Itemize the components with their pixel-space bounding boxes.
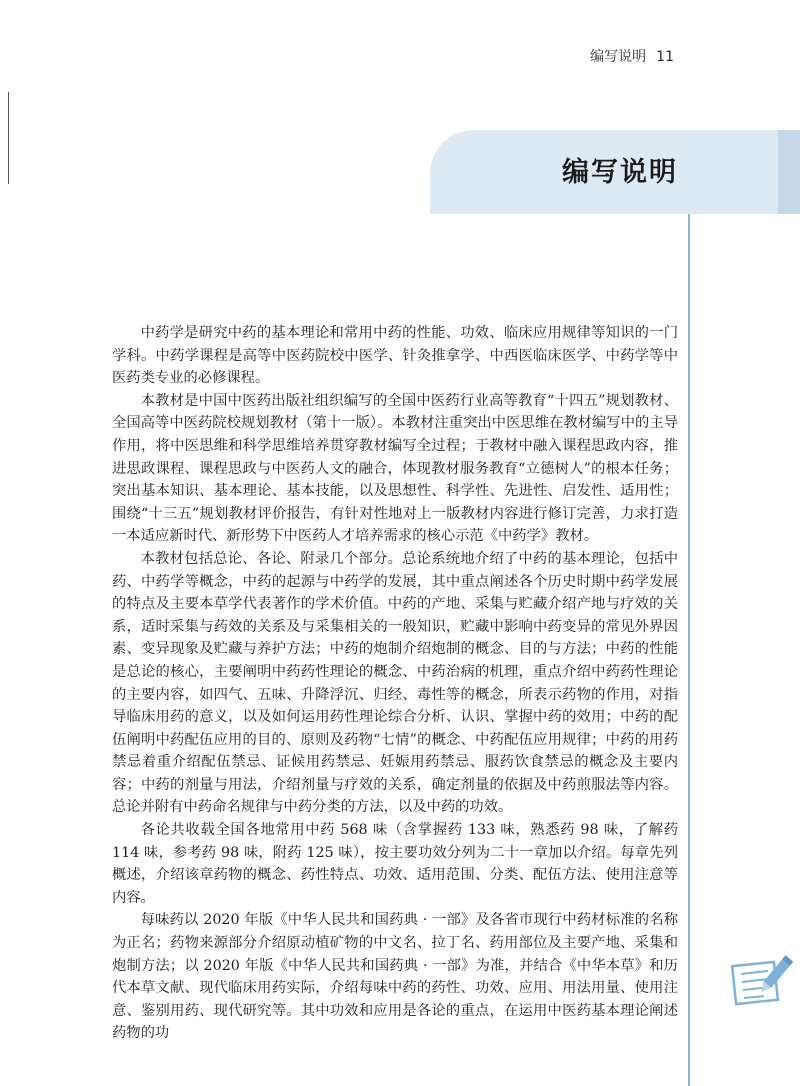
body-text xyxy=(112,322,678,1045)
notebook-pencil-icon xyxy=(730,952,794,1010)
paragraph: 各论共收载全国各地常用中药 568 味（含掌握药 133 味，熟悉药 98 味，了解药 114 味，参考药 98 味，附药 125 味），按主要功效分列为二十一章加以介绍。每章先列概述，介绍该章药物的概念、药性特点、功效、适用范围、分类、配伍方法、使用注意等内容。 xyxy=(112,822,678,906)
paragraph: 中药学是研究中药的基本理论和常用中药的性能、功效、临床应用规律等知识的一门学科。中药学课程是高等中医药院校中医学、针灸推拿学、中西医临床医学、中药学等中医药类专业的必修课程。 xyxy=(112,325,678,387)
chapter-title: 编写说明 xyxy=(562,157,678,188)
page-number: 11 xyxy=(656,49,674,65)
left-margin-rule xyxy=(0,92,9,184)
paragraph: 每味药以 2020 年版《中华人民共和国药典 · 一部》及各省市现行中药材标准的名称为正名；药物来源部分介绍原动植矿物的中文名、拉丁名、药用部位及主要产地、采集和炮制方法；以 2020 年版《中华人民共和国药典 · 一部》为准，并结合《中华本草》和历代本草文献、现代临床用药实际，介绍每味中药的药性、功效、应用、用法用量、使用注意、鉴别用药、现代研究等。其中功效和应用是各论的重点，在运用中医药基本理论阐述药物的功 xyxy=(112,912,678,1042)
running-header xyxy=(590,46,674,66)
paragraph: 本教材是中国中医药出版社组织编写的全国中医药行业高等教育“十四五”规划教材、全国高等中医药院校规划教材（第十一版）。本教材注重突出中医思维在教材编写中的主导作用，将中医思维和科学思维培养贯穿教材编写全过程；于教材中融入课程思政内容，推进思政课程、课程思政与中医药人文的融合，体现教材服务教育“立德树人”的根本任务；突出基本知识、基本理论、基本技能，以及思想性、科学性、先进性、启发性、适用性；围绕“十三五”规划教材评价报告，有针对性地对上一版教材内容进行修订完善，力求打造一本适应新时代、新形势下中医药人才培养需求的核心示范《中药学》教材。 xyxy=(112,392,678,545)
margin-vertical-line xyxy=(688,214,690,1086)
paragraph: 本教材包括总论、各论、附录几个部分。总论系统地介绍了中药的基本理论，包括中药、中药学等概念，中药的起源与中药学的发展，其中重点阐述各个历史时期中药学发展的特点及主要本草学代表著作的学术价值。中药的产地、采集与贮藏介绍产地与疗效的关系，适时采集与药效的关系及与采集相关的一般知识，贮藏中影响中药变异的常见外界因素、变异现象及贮藏与养护方法；中药的炮制介绍炮制的概念、目的与方法；中药的性能是总论的核心，主要阐明中药药性理论的概念、中药治病的机理，重点介绍中药药性理论的主要内容，如四气、五味、升降浮沉、归经、毒性等的概念，所表示药物的作用，对指导临床用药的意义，以及如何运用药性理论综合分析、认识、掌握中药的效用；中药的配伍阐明中药配伍应用的目的、原则及药物“七情”的概念、中药配伍应用规律；中药的用药禁忌着重介绍配伍禁忌、证候用药禁忌、妊娠用药禁忌、服药饮食禁忌的概念及主要内容；中药的剂量与用法，介绍剂量与疗效的关系，确定剂量的依据及中药煎服法等内容。总论并附有中药命名规律与中药分类的方法，以及中药的功效。 xyxy=(112,550,678,816)
header-section-title: 编写说明 xyxy=(590,49,647,65)
title-band-shade xyxy=(778,130,800,214)
